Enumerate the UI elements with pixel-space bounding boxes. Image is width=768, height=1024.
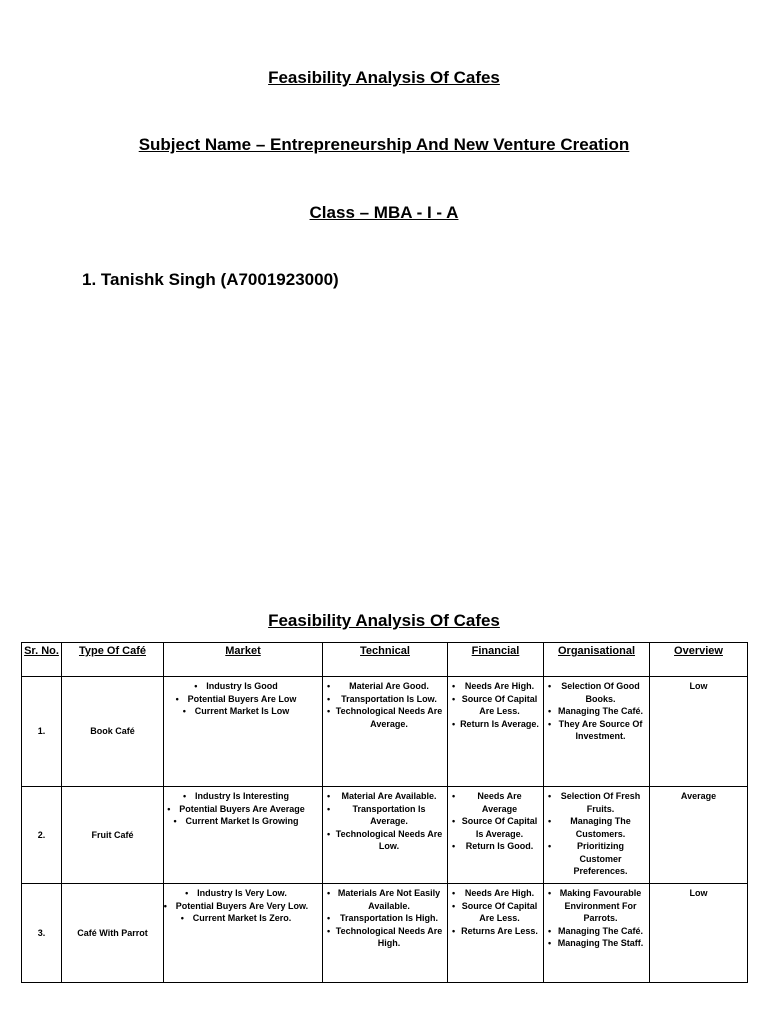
sr-cell: 1.	[22, 677, 62, 787]
technical-cell	[323, 884, 448, 983]
list-item: • Making Favourable Environment For Parrots.	[546, 887, 647, 925]
list-item: • Materials Are Not Easily Available.	[325, 887, 445, 912]
sr-cell: 2.	[22, 787, 62, 884]
list-item: • Potential Buyers Are Very Low.	[166, 900, 320, 913]
organisational-cell	[544, 677, 650, 787]
feasibility-table	[21, 642, 748, 983]
subject-heading: Subject Name – Entrepreneurship And New Venture Creation	[138, 135, 630, 154]
list-item: • Transportation Is Low.	[325, 693, 445, 706]
header-sr-no: Sr. No.	[22, 643, 62, 677]
financial-cell	[448, 787, 544, 884]
list-item: • Potential Buyers Are Average	[166, 803, 320, 816]
organisational-cell	[544, 884, 650, 983]
sr-cell: 3.	[22, 884, 62, 983]
list-item: • Industry Is Very Low.	[166, 887, 320, 900]
list-item: • Source Of Capital Is Average.	[450, 815, 541, 840]
list-item: • Technological Needs Are Low.	[325, 828, 445, 853]
list-item: • Technological Needs Are Average.	[325, 705, 445, 730]
list-item: • Needs Are Average	[450, 790, 541, 815]
list-item: • Needs Are High.	[450, 680, 541, 693]
organisational-cell	[544, 787, 650, 884]
list-item: • Current Market Is Zero.	[166, 912, 320, 925]
type-cell: Fruit Café	[62, 787, 164, 884]
list-item: • Managing The Staff.	[546, 937, 647, 950]
overview-cell: Low	[650, 677, 748, 787]
header-financial: Financial	[448, 643, 544, 677]
list-item: • Selection Of Fresh Fruits.	[546, 790, 647, 815]
overview-cell: Low	[650, 884, 748, 983]
list-item: • Needs Are High.	[450, 887, 541, 900]
header-technical: Technical	[323, 643, 448, 677]
list-item: • Managing The Café.	[546, 705, 647, 718]
document-title: Feasibility Analysis Of Cafes	[268, 68, 500, 87]
table-row	[22, 677, 748, 787]
market-cell	[164, 884, 323, 983]
list-item: • Technological Needs Are High.	[325, 925, 445, 950]
class-heading: Class – MBA - I - A	[309, 203, 459, 222]
author-list	[82, 270, 339, 290]
list-item: • Current Market Is Growing	[166, 815, 320, 828]
list-item: • They Are Source Of Investment.	[546, 718, 647, 743]
list-item: • Source Of Capital Are Less.	[450, 693, 541, 718]
overview-cell: Average	[650, 787, 748, 884]
list-item: • Transportation Is Average.	[325, 803, 445, 828]
financial-cell	[448, 677, 544, 787]
market-cell	[164, 787, 323, 884]
market-cell	[164, 677, 323, 787]
list-item: • Return Is Good.	[450, 840, 541, 853]
list-item: • Managing The Café.	[546, 925, 647, 938]
financial-cell	[448, 884, 544, 983]
list-item: • Material Are Available.	[325, 790, 445, 803]
technical-cell	[323, 677, 448, 787]
type-cell: Café With Parrot	[62, 884, 164, 983]
list-item: • Return Is Average.	[450, 718, 541, 731]
list-item: • Industry Is Interesting	[166, 790, 320, 803]
list-item: • Potential Buyers Are Low	[166, 693, 320, 706]
table-row	[22, 884, 748, 983]
list-item: • Managing The Customers.	[546, 815, 647, 840]
list-item: • Selection Of Good Books.	[546, 680, 647, 705]
technical-cell	[323, 787, 448, 884]
list-item: • Source Of Capital Are Less.	[450, 900, 541, 925]
header-overview: Overview	[650, 643, 748, 677]
list-item: • Current Market Is Low	[166, 705, 320, 718]
header-market: Market	[164, 643, 323, 677]
header-organisational: Organisational	[544, 643, 650, 677]
table-title: Feasibility Analysis Of Cafes	[268, 611, 500, 630]
table-header-row	[22, 643, 748, 677]
author-item: 1. Tanishk Singh (A7001923000)	[82, 270, 339, 289]
list-item: • Industry Is Good	[166, 680, 320, 693]
list-item: • Returns Are Less.	[450, 925, 541, 938]
type-cell: Book Café	[62, 677, 164, 787]
header-type: Type Of Café	[62, 643, 164, 677]
list-item: • Prioritizing Customer Preferences.	[546, 840, 647, 878]
list-item: • Transportation Is High.	[325, 912, 445, 925]
table-row	[22, 787, 748, 884]
list-item: • Material Are Good.	[325, 680, 445, 693]
